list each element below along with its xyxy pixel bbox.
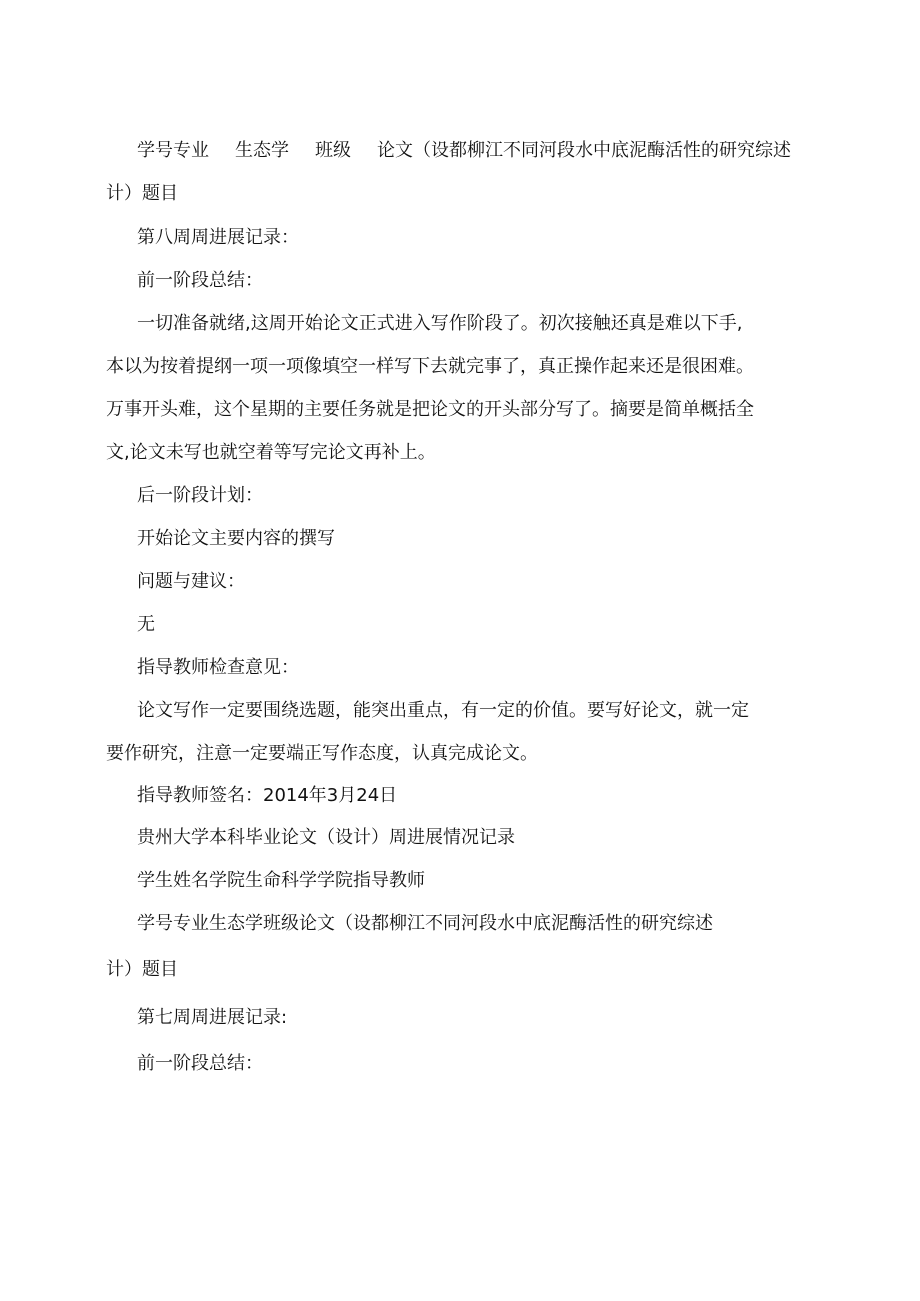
week8-issues-label: 问题与建议： [137, 571, 245, 592]
record-title: 贵州大学本科毕业论文（设计）周进展情况记录 [137, 827, 515, 848]
info-row-cont: 计）题目 [106, 959, 178, 980]
week8-summary-line-2: 本以为按着提纲一项一项像填空一样写下去就完事了，真正操作起来还是很困难。 [106, 356, 754, 377]
week8-advisor-opinion-label: 指导教师检查意见： [137, 657, 299, 678]
student-row: 学生姓名学院生命科学学院指导教师 [137, 870, 425, 891]
week8-signature: 指导教师签名：2014年3月24日 [137, 785, 398, 806]
week8-advisor-opinion-line-2: 要作研究，注意一定要端正写作态度，认真完成论文。 [106, 743, 538, 764]
week8-summary-line-1: 一切准备就绪,这周开始论文正式进入写作阶段了。初次接触还真是难以下手, [137, 313, 743, 334]
info-row: 学号专业生态学班级论文（设都柳江不同河段水中底泥酶活性的研究综述 [137, 913, 713, 934]
week8-next-plan: 开始论文主要内容的撰写 [137, 528, 335, 549]
student-id-major-label: 学号专业 [137, 140, 209, 161]
week8-summary-line-3: 万事开头难，这个星期的主要任务就是把论文的开头部分写了。摘要是简单概括全 [106, 399, 754, 420]
week8-issues: 无 [137, 614, 155, 635]
week7-prev-summary-label: 前一阶段总结： [137, 1053, 263, 1074]
thesis-title-part1: 论文（设都柳江不同河段水中底泥酶活性的研究综述 [377, 140, 791, 161]
week8-advisor-opinion-line-1: 论文写作一定要围绕选题，能突出重点，有一定的价值。要写好论文，就一定 [137, 700, 749, 721]
week8-prev-summary-label: 前一阶段总结： [137, 270, 263, 291]
week8-summary-line-4: 文,论文未写也就空着等写完论文再补上。 [106, 442, 436, 463]
header-row [137, 140, 791, 162]
thesis-title-part2: 计）题目 [106, 183, 178, 204]
week8-next-plan-label: 后一阶段计划： [137, 485, 263, 506]
major-value: 生态学 [235, 140, 289, 161]
week7-heading: 第七周周进展记录: [137, 1007, 288, 1028]
class-label: 班级 [315, 140, 351, 161]
week8-heading: 第八周周进展记录： [137, 227, 299, 248]
